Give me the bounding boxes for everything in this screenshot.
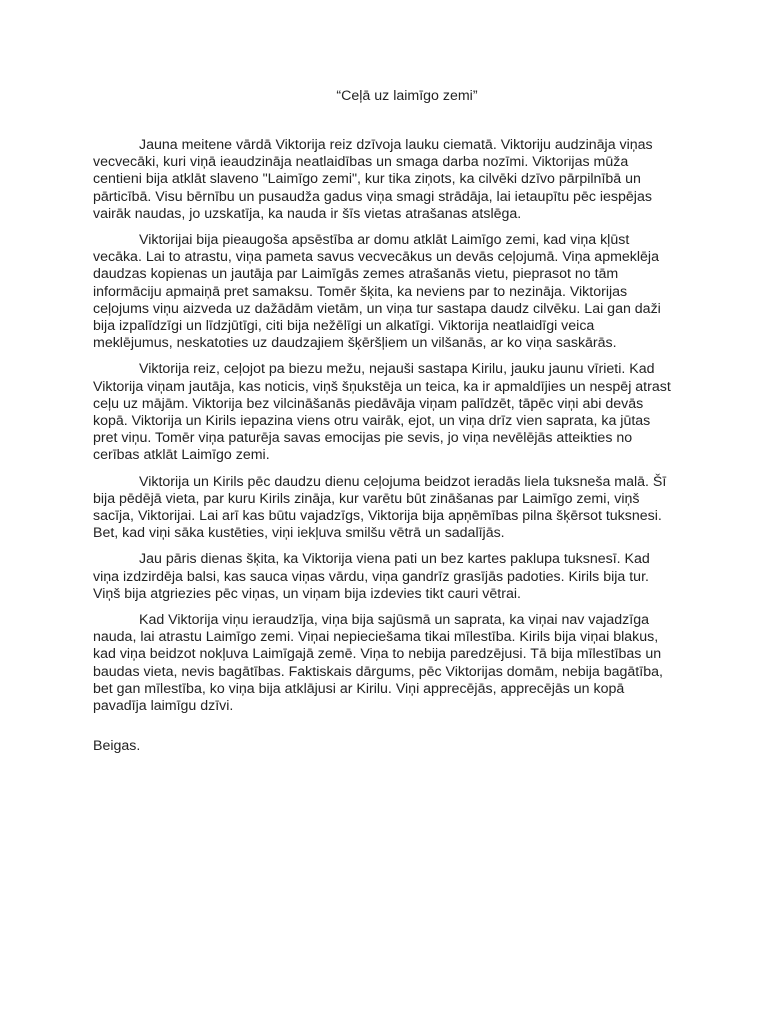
- paragraph-3: Viktorija reiz, ceļojot pa biezu mežu, nejauši sastapa Kirilu, jauku jaunu vīrieti. Kad Viktorija viņam jautāja, kas noticis, viņš šņukstēja un teica, ka ir apmaldījies un nespēj atrast ceļu uz mājām. Viktorija bez vilcināšanās piedāvāja viņam palīdzēt, tāpēc viņi abi devās kopā. Viktorija un Kirils iepazina viens otru vairāk, ejot, un viņa drīz vien saprata, ka jūtas pret viņu. Tomēr viņa paturēja savas emocijas pie sevis, jo viņa nevēlējās atteikties no cerības atklāt Laimīgo zemi.: [93, 361, 671, 464]
- paragraph-6: Kad Viktorija viņu ieraudzīja, viņa bija sajūsmā un saprata, ka viņai nav vajadzīga nauda, lai atrastu Laimīgo zemi. Viņai nepieciešama tikai mīlestība. Kirils bija viņai blakus, kad viņa beidzot nokļuva Laimīgajā zemē. Viņa to nebija paredzējusi. Tā bija mīlestības un baudas vieta, nevis bagātības. Faktiskais dārgums, pēc Viktorijas domām, nebija bagātība, bet gan mīlestība, ko viņa bija atklājusi ar Kirilu. Viņi apprecējās, apprecējās un kopā pavadīja laimīgu dzīvi.: [93, 612, 663, 715]
- paragraph-2: Viktorijai bija pieaugoša apsēstība ar domu atklāt Laimīgo zemi, kad viņa kļūst vecāka. Lai to atrastu, viņa pameta savus vecvecākus un devās ceļojumā. Viņa apmeklēja daudzas kopienas un jautāja par Laimīgās zemes atrašanās vietu, pieprasot no tām informāciju apmaiņā pret samaksu. Tomēr šķita, ka neviens par to nezināja. Viktorijas ceļojums viņu aizveda uz dažādām vietām, un viņa tur sastapa daudz cilvēku. Lai gan daži bija izpalīdzīgi un līdzjūtīgi, citi bija nežēlīgi un alkatīgi. Viktorija neatlaidīgi veica meklējumus, neskatoties uz daudzajiem šķēršļiem un vilšanās, ar ko viņa saskārās.: [93, 232, 661, 352]
- paragraph-1: Jauna meitene vārdā Viktorija reiz dzīvoja lauku ciematā. Viktoriju audzināja viņas vecvecāki, kuri viņā ieaudzināja neatlaidības un smaga darba nozīmi. Viktorijas mūža centieni bija atklāt slaveno "Laimīgo zemi", kur tika ziņots, ka cilvēki dzīvo pārpilnībā un pārticībā. Visu bērnību un pusaudža gadus viņa smagi strādāja, lai ietaupītu pēc iespējas vairāk naudas, jo uzskatīja, ka nauda ir šīs vietas atrašanas atslēga.: [93, 137, 653, 222]
- document-body: [93, 137, 673, 724]
- document-title: “Ceļā uz laimīgo zemi”: [336, 88, 478, 104]
- document-ending: Beigas.: [93, 738, 141, 754]
- paragraph-5: Jau pāris dienas šķita, ka Viktorija viena pati un bez kartes paklupa tuksnesī. Kad viņa izdzirdēja balsi, kas sauca viņas vārdu, viņa gandrīz grasījās padoties. Kirils bija tur. Viņš bija atgriezies pēc viņas, un viņam bija izdevies tikt cauri vētrai.: [93, 551, 650, 602]
- paragraph-4: Viktorija un Kirils pēc daudzu dienu ceļojuma beidzot ieradās liela tuksneša malā. Šī bija pēdējā vieta, par kuru Kirils zināja, kur varētu būt zināšanas par Laimīgo zemi, viņš sacīja, Viktorijai. Lai arī kas būtu vajadzīgs, Viktorija bija apņēmības pilna šķērsot tuksnesi. Bet, kad viņi sāka kustēties, viņi iekļuva smilšu vētrā un sadalījās.: [93, 473, 667, 542]
